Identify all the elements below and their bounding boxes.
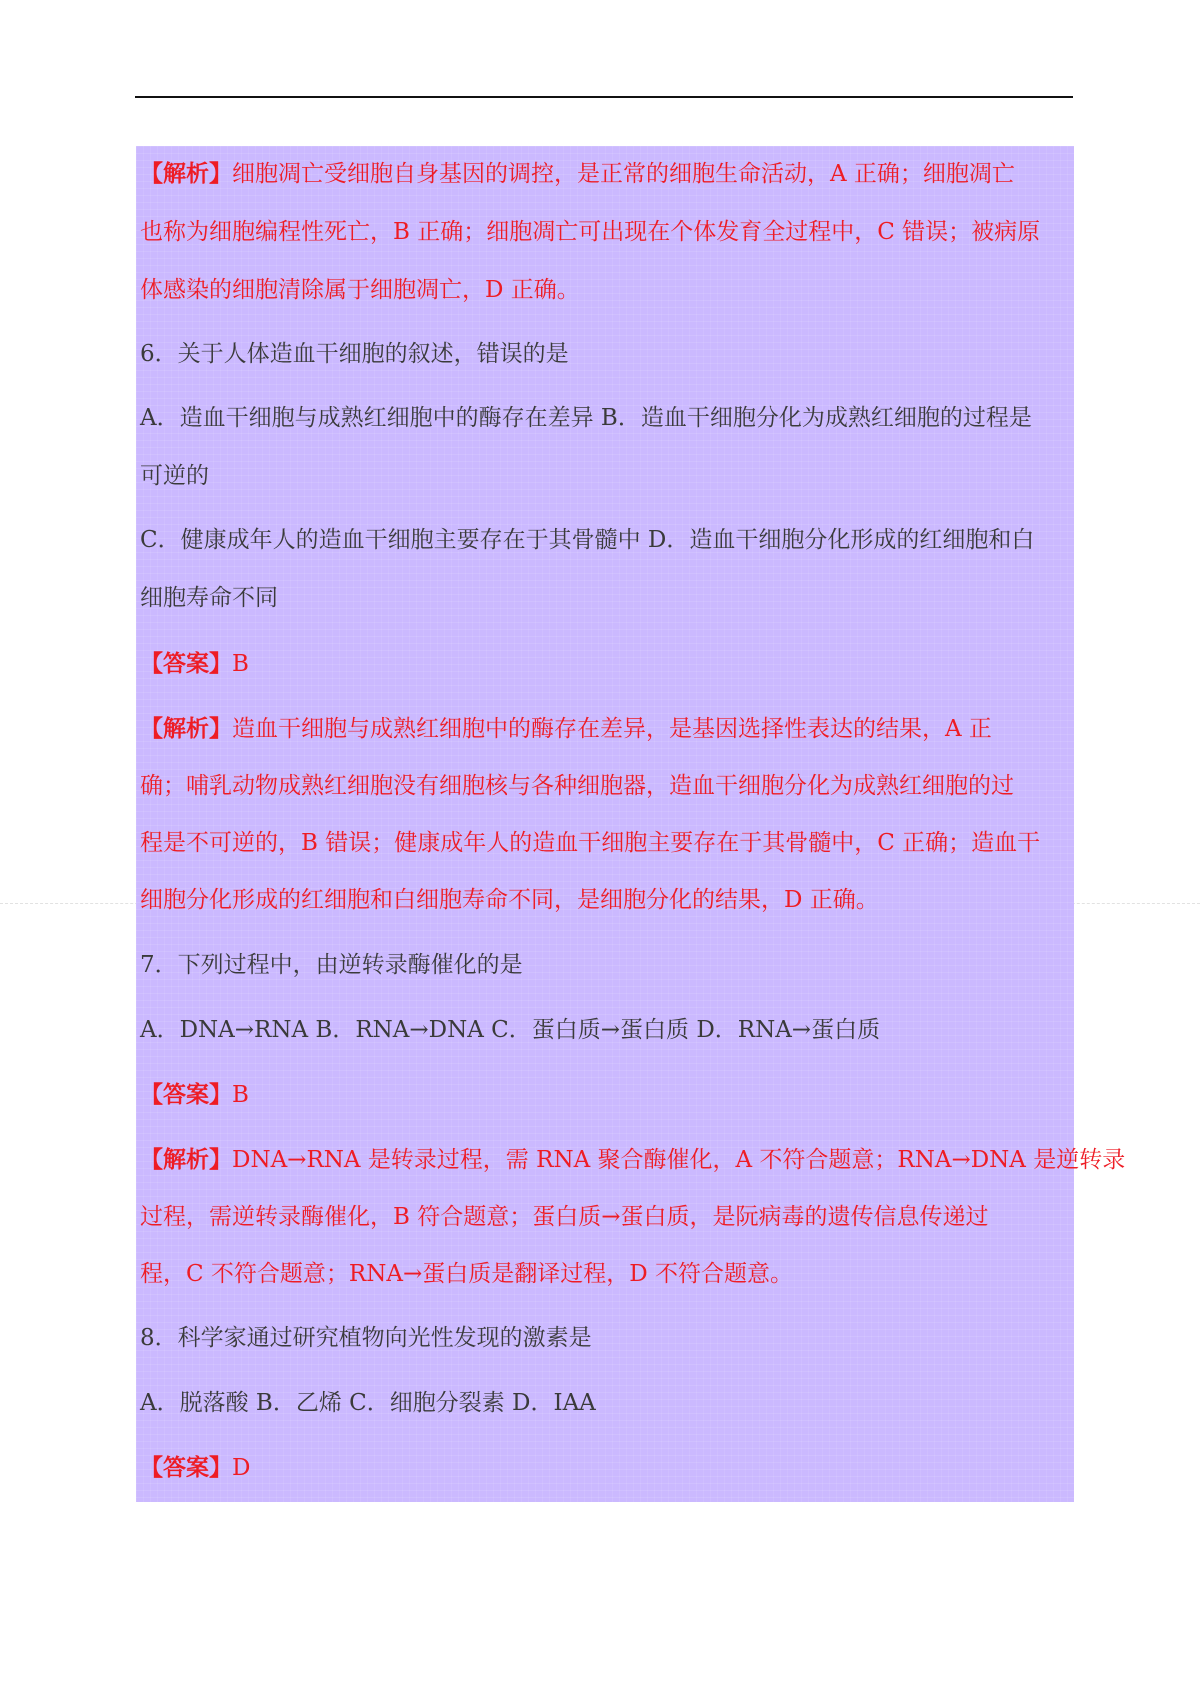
answer-label: 【答案】 (140, 650, 232, 677)
q6-options-line-4: 细胞寿命不同 (140, 585, 278, 611)
analysis-label: 【解析】 (140, 715, 232, 742)
q6-analysis-line-1: 【解析】造血干细胞与成熟红细胞中的酶存在差异，是基因选择性表达的结果，A 正 (140, 715, 992, 742)
q5-analysis-line-3: 体感染的细胞清除属于细胞凋亡，D 正确。 (140, 277, 580, 303)
header-rule (135, 96, 1073, 98)
q5-analysis-line-2: 也称为细胞编程性死亡，B 正确；细胞凋亡可出现在个体发育全过程中，C 错误；被病原 (140, 219, 1041, 245)
q7-options: A．DNA→RNA B．RNA→DNA C．蛋白质→蛋白质 D．RNA→蛋白质 (140, 1017, 881, 1043)
analysis-label: 【解析】 (140, 160, 232, 187)
q6-options-line-3: C．健康成年人的造血干细胞主要存在于其骨髓中 D．造血干细胞分化形成的红细胞和白 (140, 527, 1035, 553)
q6-options-line-1: A．造血干细胞与成熟红细胞中的酶存在差异 B．造血干细胞分化为成熟红细胞的过程是 (140, 405, 1032, 431)
q7-analysis-line-1: 【解析】DNA→RNA 是转录过程，需 RNA 聚合酶催化，A 不符合题意；RNA→DNA 是逆转录 (140, 1146, 1126, 1173)
q6-options-line-2: 可逆的 (140, 463, 209, 489)
analysis-label: 【解析】 (140, 1146, 232, 1173)
q6-analysis-line-3: 程是不可逆的，B 错误；健康成年人的造血干细胞主要存在于其骨髓中，C 正确；造血干 (140, 830, 1041, 856)
q8-options: A．脱落酸 B．乙烯 C．细胞分裂素 D．IAA (140, 1390, 596, 1416)
q7-stem: 7．下列过程中，由逆转录酶催化的是 (140, 952, 523, 978)
q6-answer (140, 635, 1070, 693)
q7-answer (140, 1066, 1070, 1124)
answer-label: 【答案】 (140, 1454, 232, 1481)
q8-stem: 8．科学家通过研究植物向光性发现的激素是 (140, 1325, 592, 1351)
q8-answer (140, 1439, 1070, 1497)
q6-analysis-line-4: 细胞分化形成的红细胞和白细胞寿命不同，是细胞分化的结果，D 正确。 (140, 887, 879, 913)
q6-analysis-line-2: 确；哺乳动物成熟红细胞没有细胞核与各种细胞器，造血干细胞分化为成熟红细胞的过 (140, 773, 1014, 799)
answer-label: 【答案】 (140, 1081, 232, 1108)
q5-analysis-line-1: 【解析】细胞凋亡受细胞自身基因的调控，是正常的细胞生命活动，A 正确；细胞凋亡 (140, 160, 1015, 187)
q7-answer-value: B (232, 1082, 249, 1108)
q8-answer-value: D (232, 1455, 251, 1481)
q7-analysis-line-3: 程，C 不符合题意；RNA→蛋白质是翻译过程，D 不符合题意。 (140, 1261, 793, 1287)
q6-answer-value: B (232, 651, 249, 677)
q7-analysis-line-2: 过程，需逆转录酶催化，B 符合题意；蛋白质→蛋白质，是阮病毒的遗传信息传递过 (140, 1204, 989, 1230)
q6-stem: 6．关于人体造血干细胞的叙述，错误的是 (140, 341, 569, 367)
